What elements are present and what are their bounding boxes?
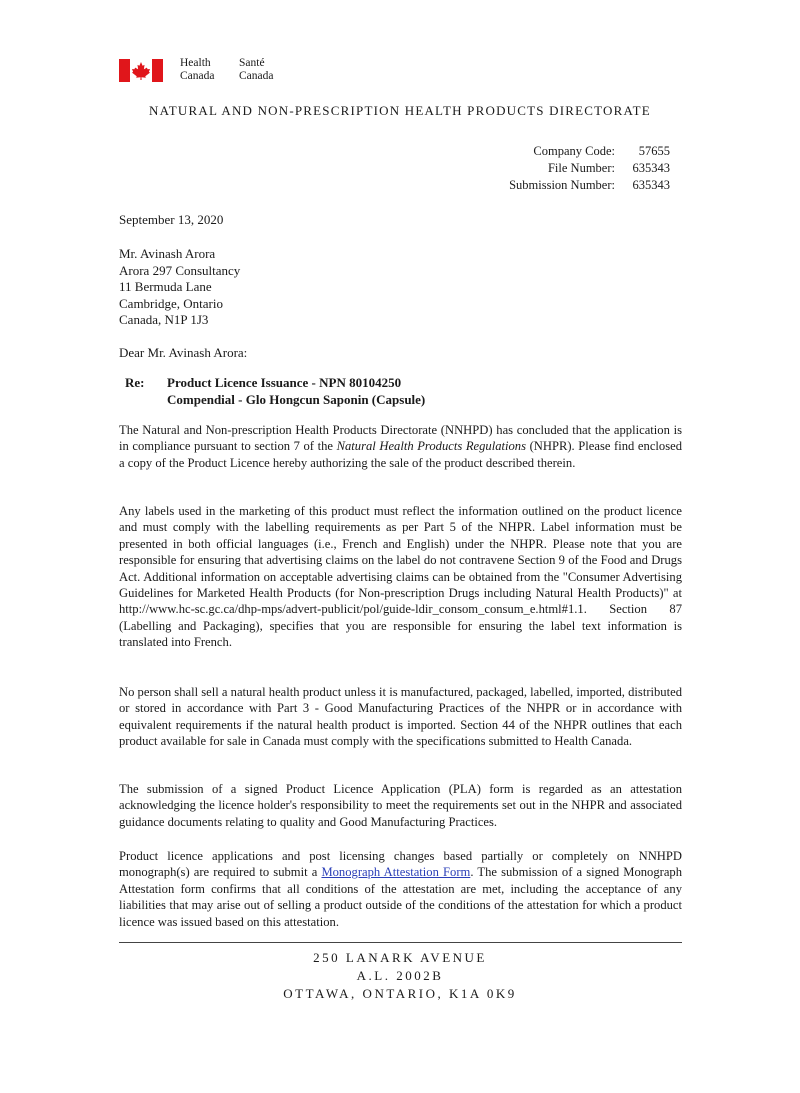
subject-label: Re: [125, 375, 145, 390]
canada-flag-icon [119, 59, 163, 82]
dept-en-line2: Canada [180, 69, 215, 82]
footer-line-1: 250 LANARK AVENUE [313, 950, 487, 965]
recipient-address [119, 246, 240, 329]
footer-line-3: OTTAWA, ONTARIO, K1A 0K9 [283, 986, 517, 1001]
dept-fr-line1: Santé [239, 57, 265, 69]
reference-codes [509, 143, 670, 194]
dept-en-line1: Health [180, 57, 211, 69]
address-line: Canada, N1P 1J3 [119, 312, 209, 327]
paragraph-2-text: Any labels used in the marketing of this product must reflect the information outlined on the product licence and must comply with the labelling requirements as per Part 5 of the NHPR. Label information must be presented in both official languages (i.e., French and English) under the NHPR. Please note that you are responsible for ensuring that advertising claims on the label do not contravene Section 9 of the Food and Drugs Act. Additional information on acceptable advertising claims can be obtained from the "Consumer Advertising Guidelines for Marketed Health Products (for Non-prescription Drugs including Natural Health Products)" at http://www.hc-sc.gc.ca/dhp-mps/advert-publicit/pol/guide-ldir_consom_consum_e.html#1.1. Section 87 (Labelling and Packaging), specifies that you are responsible for ensuring the label text information is translated into French. [119, 504, 682, 650]
address-line: Mr. Avinash Arora [119, 246, 216, 261]
department-name-french [239, 57, 273, 82]
letter-date: September 13, 2020 [119, 212, 224, 227]
department-name-english [180, 57, 214, 82]
file-number-label: File Number: [547, 161, 615, 175]
file-number-row [509, 160, 670, 177]
submission-number-label: Submission Number: [509, 178, 615, 192]
footer-address [0, 949, 800, 1003]
directorate-title: NATURAL AND NON-PRESCRIPTION HEALTH PRODUCTS DIRECTORATE [149, 103, 651, 118]
paragraph-2 [119, 503, 682, 651]
paragraph-5 [119, 848, 682, 930]
subject-line-1: Product Licence Issuance - NPN 80104250 [167, 375, 402, 390]
footer-line-2: A.L. 2002B [356, 968, 444, 983]
dept-fr-line2: Canada [239, 69, 274, 82]
subject-lines [167, 375, 425, 408]
submission-number-row [509, 177, 670, 194]
file-number-value: 635343 [632, 161, 670, 175]
submission-number-value: 635343 [632, 178, 670, 192]
company-code-label: Company Code: [533, 144, 615, 158]
paragraph-1-text-b: (NHPR). Please find enclosed a copy of the Product Licence hereby authorizing the sale of the product described therein. [119, 439, 682, 470]
paragraph-3 [119, 684, 682, 750]
footer-divider [119, 942, 682, 943]
company-code-row [509, 143, 670, 160]
salutation: Dear Mr. Avinash Arora: [119, 345, 248, 360]
paragraph-3-text: No person shall sell a natural health product unless it is manufactured, packaged, labelled, imported, distributed or stored in accordance with Part 3 - Good Manufacturing Practices of the NHPR or in accordance with equivalent requirements if the natural health product is imported. Section 44 of the NHPR outlines that each product available for sale in Canada must comply with the specifications submitted to Health Canada. [119, 685, 682, 749]
address-line: Cambridge, Ontario [119, 295, 223, 311]
address-line: 11 Bermuda Lane [119, 279, 212, 294]
regulations-title: Natural Health Products Regulations [336, 439, 526, 454]
monograph-attestation-form-link[interactable]: Monograph Attestation Form [321, 865, 471, 880]
address-line: Arora 297 Consultancy [119, 262, 241, 278]
paragraph-4 [119, 781, 682, 830]
company-code-value: 57655 [638, 144, 670, 158]
subject-line-2: Compendial - Glo Hongcun Saponin (Capsule) [167, 391, 426, 407]
paragraph-5-text-a: Product licence applications and post licensing changes based partially or completely on NNHPD monograph(s) are required to submit a [119, 849, 682, 880]
paragraph-1 [119, 422, 682, 471]
paragraph-1-text-a: The Natural and Non-prescription Health Products Directorate (NNHPD) has concluded that the application is in compliance pursuant to section 7 of the [119, 423, 682, 454]
paragraph-5-text-b: . The submission of a signed Monograph Attestation form confirms that all conditions of the attestation are met, including the acceptance of any liabilities that may arise out of selling a product outside of the conditions of the attestation for which a product licence was issued based on this attestation. [119, 865, 683, 929]
paragraph-4-text: The submission of a signed Product Licence Application (PLA) form is regarded as an attestation acknowledging the licence holder's responsibility to meet the requirements set out in the NHPR and associated guidance documents relating to quality and Good Manufacturing Practices. [119, 782, 682, 829]
